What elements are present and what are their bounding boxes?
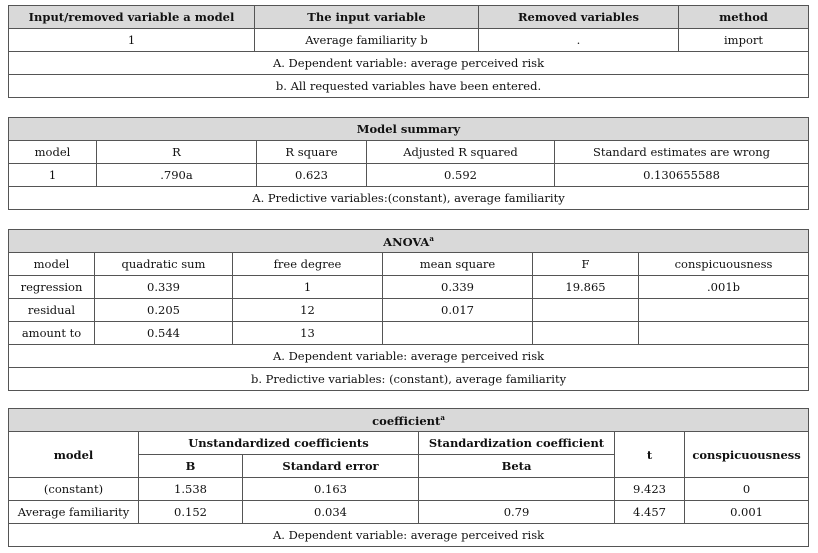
table-cell: 0 [685,478,809,501]
header-cell: method [679,6,809,29]
table-cell [639,299,809,322]
header-cell: Standardization coefficient [419,432,615,455]
table-cell: 0.339 [383,276,533,299]
table-cell [533,299,639,322]
header-cell: Standard estimates are wrong [555,141,809,164]
table-cell [533,322,639,345]
header-cell: Standard error [243,455,419,478]
table-row [9,478,809,501]
table-title [9,409,809,432]
header-cell: R square [257,141,367,164]
table-cell: .001b [639,276,809,299]
coefficients-table [8,408,809,547]
table-cell: 0.79 [419,501,615,524]
table-cell: import [679,29,809,52]
table-cell [383,322,533,345]
table-cell: regression [9,276,95,299]
table-cell: 0.017 [383,299,533,322]
table-cell [419,478,615,501]
header-cell: t [615,432,685,478]
table-header-row [9,6,809,29]
table-cell: amount to [9,322,95,345]
note-row [9,524,809,547]
header-cell: Input/removed variable a model [9,6,255,29]
table-cell: 0.034 [243,501,419,524]
header-cell: R [97,141,257,164]
table-cell: . [479,29,679,52]
table-cell: 0.592 [367,164,555,187]
note-row [9,345,809,368]
variables-entered-table [8,5,809,98]
anova-table [8,229,809,391]
table-title-row [9,230,809,253]
header-cell: free degree [233,253,383,276]
table-cell: .790a [97,164,257,187]
table-note: A. Dependent variable: average perceived risk [9,52,809,75]
header-cell: model [9,253,95,276]
table-title-text: ANOVA [383,234,430,249]
header-cell: The input variable [255,6,479,29]
table-cell: 1 [9,164,97,187]
header-cell: conspicuousness [639,253,809,276]
header-cell: model [9,141,97,164]
header-cell: Unstandardized coefficients [139,432,419,455]
table-cell: 13 [233,322,383,345]
header-cell: Removed variables [479,6,679,29]
table-cell: 4.457 [615,501,685,524]
table-title-row [9,409,809,432]
table-cell: 9.423 [615,478,685,501]
table-header-row [9,141,809,164]
table-cell: Average familiarity [9,501,139,524]
table-title: Model summary [9,118,809,141]
table-cell: 19.865 [533,276,639,299]
table-title-text: coefficient [372,413,441,428]
header-cell: conspicuousness [685,432,809,478]
title-superscript: a [440,412,445,422]
table-note: b. Predictive variables: (constant), average familiarity [9,368,809,391]
table-title [9,230,809,253]
model-summary-table [8,117,809,210]
table-cell: 0.130655588 [555,164,809,187]
table-cell: Average familiarity b [255,29,479,52]
table-header-row [9,253,809,276]
table-cell: 0.163 [243,478,419,501]
table-row [9,29,809,52]
note-row [9,75,809,98]
table-note: A. Dependent variable: average perceived risk [9,345,809,368]
header-cell: mean square [383,253,533,276]
note-row [9,187,809,210]
header-cell: quadratic sum [95,253,233,276]
table-cell: 0.339 [95,276,233,299]
header-cell: B [139,455,243,478]
table-cell: 0.544 [95,322,233,345]
table-cell: 12 [233,299,383,322]
table-row [9,164,809,187]
header-cell: Beta [419,455,615,478]
note-row [9,52,809,75]
table-title-row [9,118,809,141]
table-note: b. All requested variables have been entered. [9,75,809,98]
table-cell: residual [9,299,95,322]
note-row [9,368,809,391]
table-header-row [9,432,809,455]
table-row [9,501,809,524]
table-cell: 0.623 [257,164,367,187]
table-note: A. Predictive variables:(constant), average familiarity [9,187,809,210]
header-cell: F [533,253,639,276]
table-cell: 0.152 [139,501,243,524]
table-row [9,299,809,322]
table-cell: 1 [233,276,383,299]
table-cell: 1 [9,29,255,52]
header-cell: model [9,432,139,478]
header-cell: Adjusted R squared [367,141,555,164]
table-cell: 0.205 [95,299,233,322]
table-cell: (constant) [9,478,139,501]
table-cell: 1.538 [139,478,243,501]
table-cell [639,322,809,345]
title-superscript: a [429,233,434,243]
table-note: A. Dependent variable: average perceived risk [9,524,809,547]
table-row [9,322,809,345]
table-cell: 0.001 [685,501,809,524]
table-row [9,276,809,299]
